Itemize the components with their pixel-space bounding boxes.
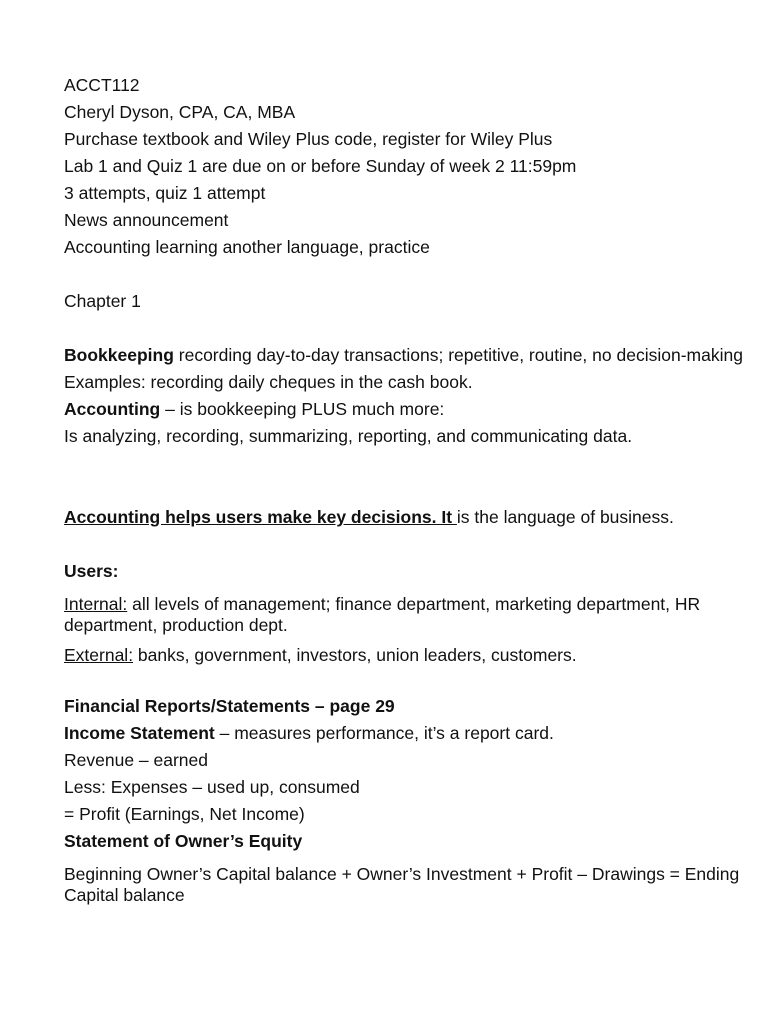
bookkeeping-examples: Examples: recording daily cheques in the cash book. [64,372,473,392]
bookkeeping-term: Bookkeeping [64,345,174,365]
income-statement-line [64,720,768,747]
bookkeeping-definition [64,342,768,369]
note-attempts: 3 attempts, quiz 1 attempt [64,183,266,203]
note-due-dates: Lab 1 and Quiz 1 are due on or before Sunday of week 2 11:59pm [64,156,577,176]
document-page [64,72,768,906]
external-label: External: [64,645,134,665]
revenue-line: Revenue – earned [64,750,208,770]
reports-heading-text: Financial Reports/Statements – page 29 [64,696,395,716]
equity-heading [64,828,768,855]
course-code: ACCT112 [64,75,140,95]
note-textbook: Purchase textbook and Wiley Plus code, register for Wiley Plus [64,129,553,149]
users-internal [64,594,768,636]
users-heading [64,558,768,585]
external-text: banks, government, investors, union leaders, customers. [133,645,577,665]
key-statement-rest: is the language of business. [456,507,674,527]
note-news: News announcement [64,210,229,230]
income-statement-term: Income Statement [64,723,215,743]
equity-heading-text: Statement of Owner’s Equity [64,831,303,851]
chapter-heading: Chapter 1 [64,291,141,311]
instructor-name: Cheryl Dyson, CPA, CA, MBA [64,102,296,122]
accounting-definition [64,396,768,423]
note-language: Accounting learning another language, practice [64,237,430,257]
income-statement-text: – measures performance, it’s a report card. [214,723,554,743]
reports-heading [64,693,768,720]
key-statement-underlined: Accounting helps users make key decisions. It [64,507,457,527]
users-external [64,645,768,666]
accounting-term: Accounting [64,399,161,419]
accounting-detail: Is analyzing, recording, summarizing, reporting, and communicating data. [64,426,633,446]
internal-text: all levels of management; finance department, marketing department, HR department, production dept. [64,594,701,635]
accounting-text: – is bookkeeping PLUS much more: [160,399,445,419]
bookkeeping-text: recording day-to-day transactions; repetitive, routine, no decision-making [173,345,743,365]
internal-label: Internal: [64,594,128,614]
expenses-line: Less: Expenses – used up, consumed [64,777,360,797]
key-statement [64,504,768,531]
equity-formula: Beginning Owner’s Capital balance + Owner’s Investment + Profit – Drawings = Ending Capital balance [64,864,740,905]
users-heading-text: Users: [64,561,119,581]
profit-line: = Profit (Earnings, Net Income) [64,804,305,824]
